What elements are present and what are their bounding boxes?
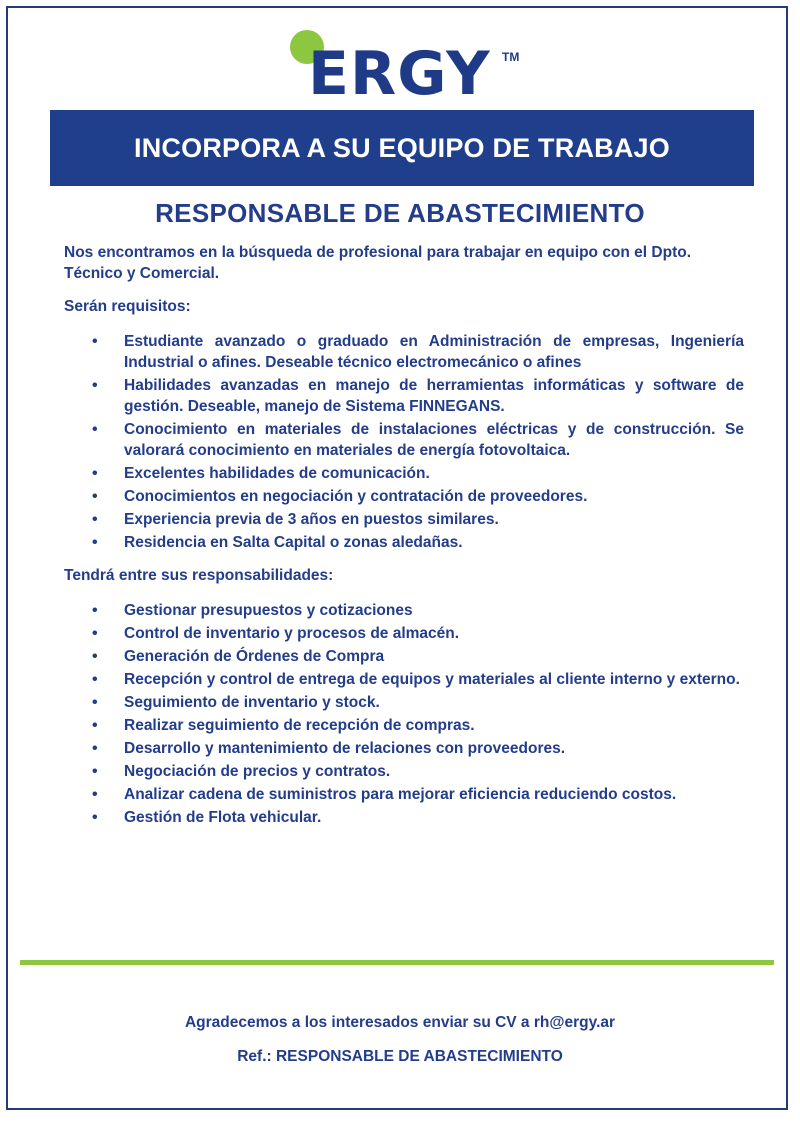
responsibilities-label: Tendrá entre sus responsabilidades: xyxy=(64,567,334,584)
list-item: • Habilidades avanzadas en manejo de herramientas informáticas y software de gestión. Deseable, manejo de Sistema FINNEGANS. xyxy=(64,375,744,417)
green-divider xyxy=(20,960,774,965)
list-item: • Gestionar presupuestos y cotizaciones xyxy=(64,600,744,621)
banner-text: INCORPORA A SU EQUIPO DE TRABAJO xyxy=(134,132,670,163)
list-item: • Residencia en Salta Capital o zonas aledañas. xyxy=(64,532,744,553)
list-item: • Realizar seguimiento de recepción de compras. xyxy=(64,715,744,736)
list-item: • Desarrollo y mantenimiento de relaciones con proveedores. xyxy=(64,738,744,759)
list-item: • Negociación de precios y contratos. xyxy=(64,761,744,782)
responsibilities-list xyxy=(64,600,744,828)
footer-reference: Ref.: RESPONSABLE DE ABASTECIMIENTO xyxy=(237,1048,563,1065)
list-item: • Conocimientos en negociación y contratación de proveedores. xyxy=(64,486,744,507)
logo-text: ERGY xyxy=(308,39,491,109)
list-item: • Estudiante avanzado o graduado en Administración de empresas, Ingeniería Industrial o afines. Deseable técnico electromecánico o afines xyxy=(64,331,744,373)
list-item: • Excelentes habilidades de comunicación. xyxy=(64,463,744,484)
ergy-logo xyxy=(290,30,530,110)
job-description xyxy=(64,242,744,840)
list-item: • Control de inventario y procesos de almacén. xyxy=(64,623,744,644)
requirements-label: Serán requisitos: xyxy=(64,298,191,315)
job-title: RESPONSABLE DE ABASTECIMIENTO xyxy=(155,198,645,228)
list-item: • Gestión de Flota vehicular. xyxy=(64,807,744,828)
list-item: • Analizar cadena de suministros para mejorar eficiencia reduciendo costos. xyxy=(64,784,744,805)
list-item: • Experiencia previa de 3 años en puestos similares. xyxy=(64,509,744,530)
list-item: • Recepción y control de entrega de equipos y materiales al cliente interno y externo. xyxy=(64,669,744,690)
list-item: • Seguimiento de inventario y stock. xyxy=(64,692,744,713)
list-item: • Conocimiento en materiales de instalaciones eléctricas y de construcción. Se valorará conocimiento en materiales de energía fotovoltaica. xyxy=(64,419,744,461)
header-banner xyxy=(50,110,754,186)
list-item: • Generación de Órdenes de Compra xyxy=(64,646,744,667)
requirements-list xyxy=(64,331,744,553)
logo-trademark: TM xyxy=(502,50,520,64)
intro-paragraph: Nos encontramos en la búsqueda de profesional para trabajar en equipo con el Dpto. Técnico y Comercial. xyxy=(64,244,692,282)
footer-contact: Agradecemos a los interesados enviar su CV a rh@ergy.ar xyxy=(184,1014,616,1031)
